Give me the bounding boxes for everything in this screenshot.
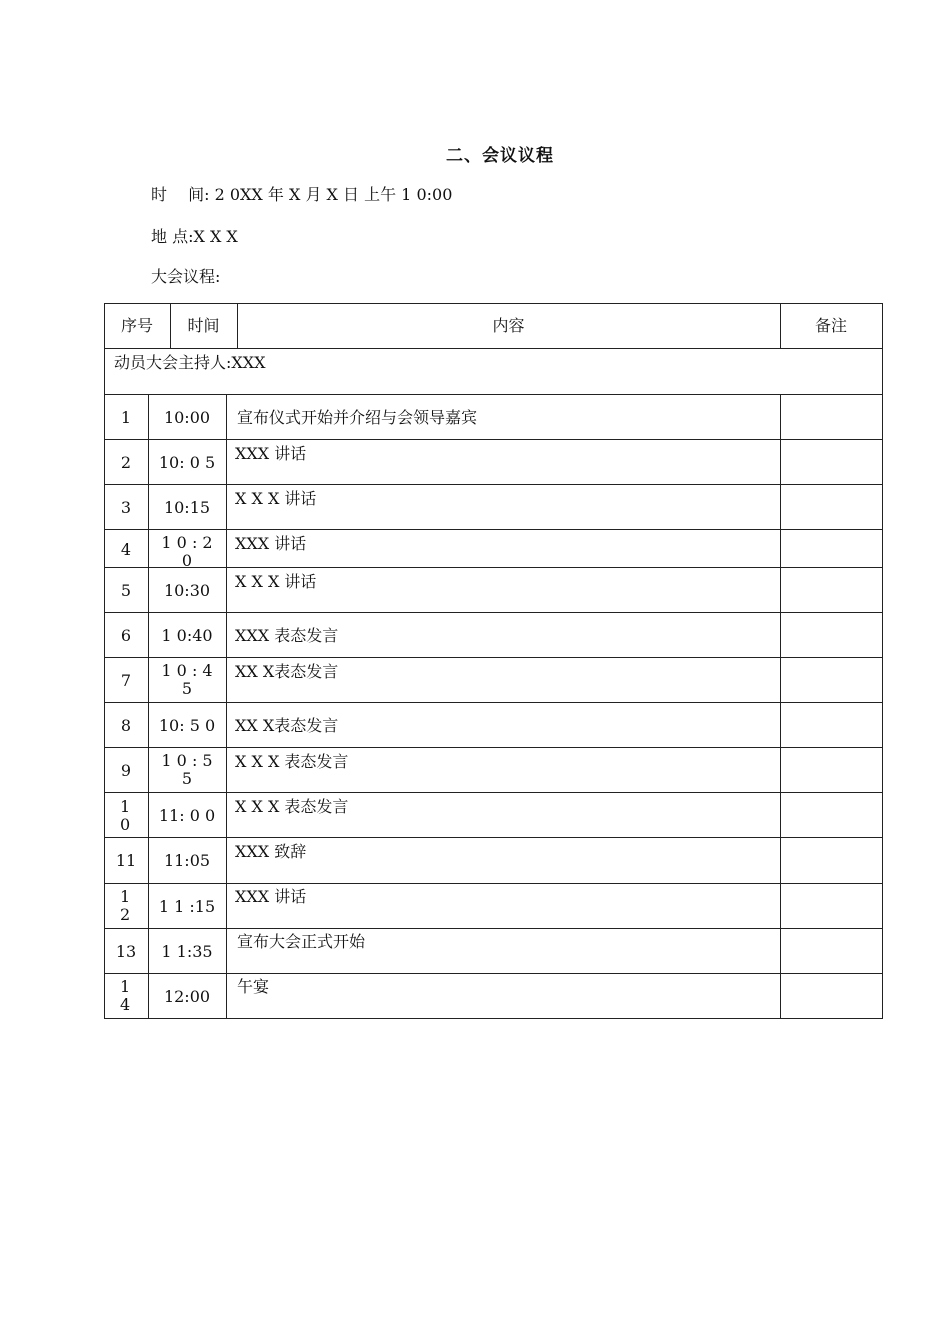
row-4-time: 1 0 : 2 0 [161,534,213,567]
row-10-no: 1 0 [120,798,131,834]
row-7-no: 7 [120,671,132,690]
host-row: 动员大会主持人:XXX [114,353,266,372]
row-10-content: X X X 表态发言 [235,797,349,816]
row-10-time: 11: 0 0 [158,806,216,825]
row-8-time: 10: 5 0 [158,716,216,735]
row-1-content: 宣布仪式开始并介绍与会领导嘉宾 [237,408,478,427]
header-remark: 备注 [814,316,847,335]
row-13-time: 1 1:35 [161,942,213,961]
row-5-content: X X X 讲话 [235,572,317,591]
row-11-time: 11:05 [163,851,211,870]
agenda-table [104,303,883,1019]
row-7-content: XX X表态发言 [235,662,339,681]
row-2-time: 10: 0 5 [158,453,216,472]
row-3-content: X X X 讲话 [235,489,317,508]
header-time: 时间 [187,316,220,335]
row-3-no: 3 [120,498,132,517]
row-9-content: X X X 表态发言 [235,752,349,771]
row-9-time: 1 0 : 5 5 [161,752,213,788]
row-5-no: 5 [120,581,132,600]
row-9-no: 9 [120,761,132,780]
row-14-time: 12:00 [163,987,211,1006]
row-1-time: 10:00 [163,408,211,427]
meeting-time: 时 间: 2 0XX 年 X 月 X 日 上午 1 0:00 [151,185,453,204]
row-1-no: 1 [120,408,132,427]
row-14-no: 1 4 [120,978,131,1014]
row-4-no: 4 [120,540,132,559]
row-4-content: XXX 讲话 [235,534,307,553]
row-8-content: XX X表态发言 [235,716,339,735]
row-2-no: 2 [120,453,132,472]
row-11-content: XXX 致辞 [235,842,307,861]
row-12-time: 1 1 :15 [158,897,216,916]
row-3-time: 10:15 [163,498,211,517]
row-14-content: 午宴 [237,977,270,996]
row-8-no: 8 [120,716,132,735]
row-2-content: XXX 讲话 [235,444,307,463]
row-13-content: 宣布大会正式开始 [237,932,366,951]
row-5-time: 10:30 [163,581,211,600]
row-6-content: XXX 表态发言 [235,626,339,645]
row-12-no: 1 2 [120,888,131,924]
row-12-content: XXX 讲话 [235,887,307,906]
row-7-time: 1 0 : 4 5 [161,662,213,698]
row-11-no: 11 [115,851,137,870]
document-title: 二、会议议程 [446,146,554,166]
header-content: 内容 [492,316,525,335]
row-6-time: 1 0:40 [161,626,213,645]
header-no: 序号 [120,316,153,335]
meeting-place: 地 点:X X X [151,227,238,246]
row-6-no: 6 [120,626,132,645]
row-13-no: 13 [115,942,137,961]
agenda-label: 大会议程: [151,267,221,286]
